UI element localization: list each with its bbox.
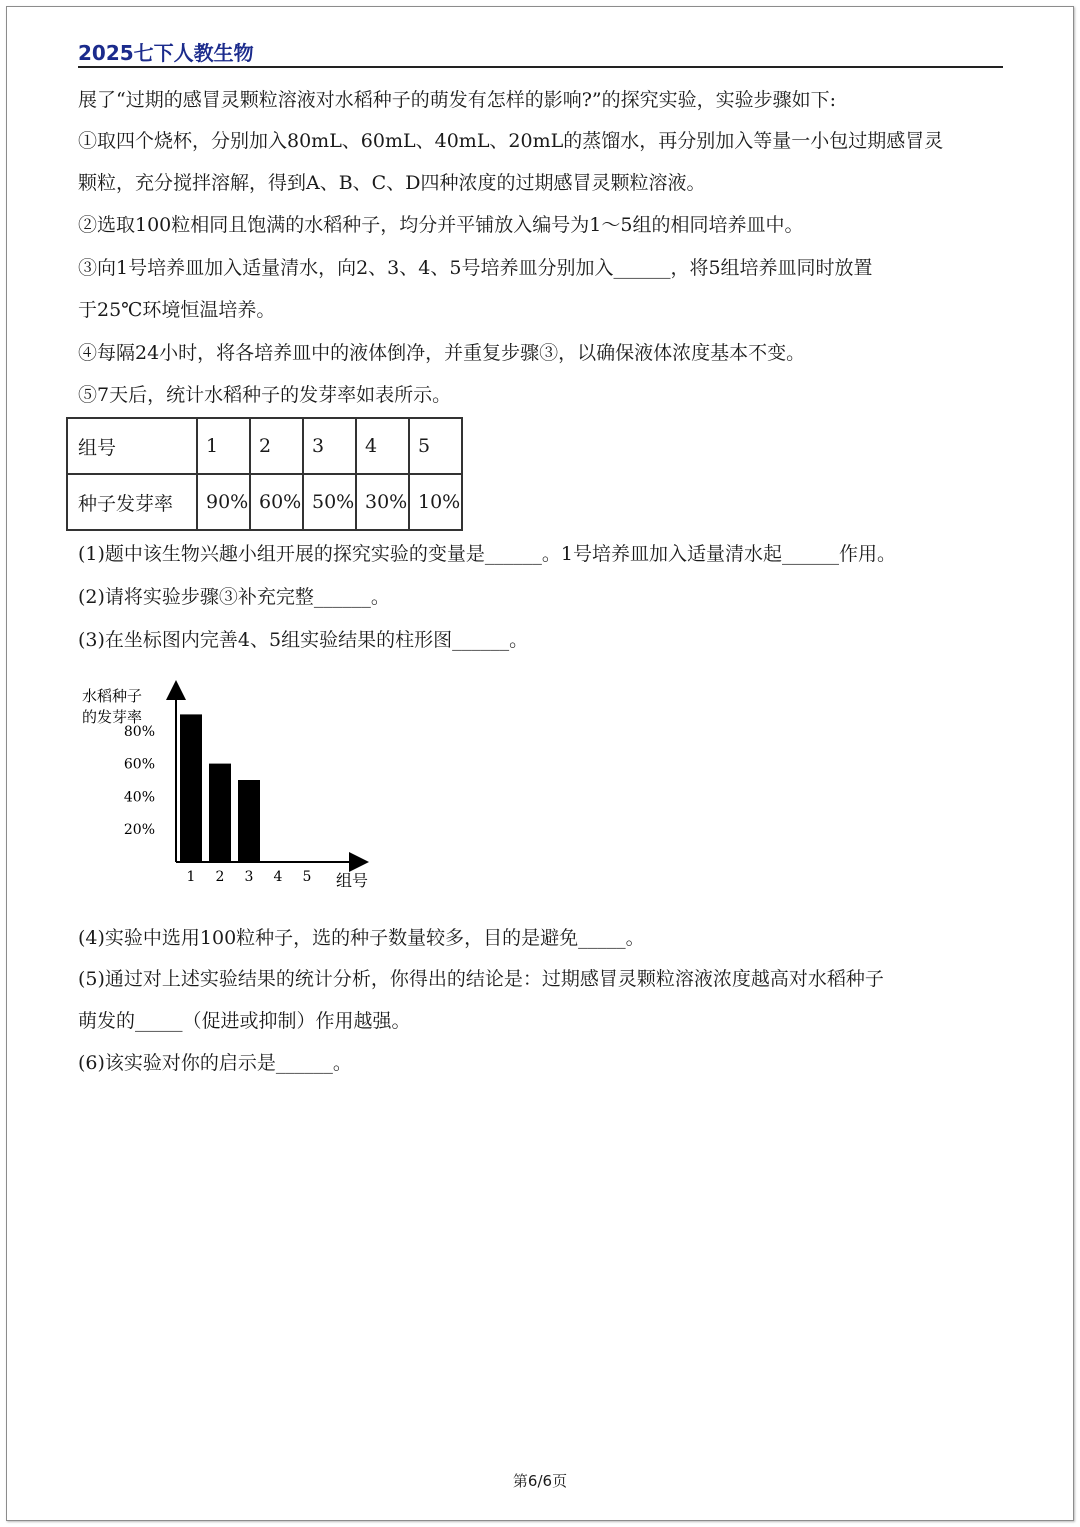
step-3-line: ③向1号培养皿加入适量清水，向2、3、4、5号培养皿分别加入______，将5组培养皿同时放置: [78, 257, 873, 279]
table-row: [67, 474, 462, 530]
table-row: [67, 418, 462, 474]
header-rule: [78, 66, 1003, 68]
y-tick-label: 20%: [123, 822, 155, 839]
table-cell: 60%: [250, 474, 303, 530]
step-4-line: ④每隔24小时，将各培养皿中的液体倒净，并重复步骤③，以确保液体浓度基本不变。: [78, 342, 806, 364]
table-cell: 90%: [197, 474, 250, 530]
table-header-rate: 种子发芽率: [67, 474, 197, 530]
step-1-line-cont: 颗粒，充分搅拌溶解，得到A、B、C、D四种浓度的过期感冒灵颗粒溶液。: [78, 172, 706, 194]
paragraph-line: 展了“过期的感冒灵颗粒溶液对水稻种子的萌发有怎样的影响?”的探究实验，实验步骤如下:: [78, 89, 837, 111]
header-title: 2025七下人教生物: [78, 41, 254, 65]
y-axis-label-line1: 水稻种子: [82, 687, 143, 705]
y-tick-label: 60%: [123, 756, 155, 773]
table-cell: 50%: [303, 474, 356, 530]
y-tick-label: 80%: [123, 723, 155, 740]
step-2-line: ②选取100粒相同且饱满的水稻种子，均分并平铺放入编号为1～5组的相同培养皿中。: [78, 214, 804, 236]
germination-table: [66, 417, 463, 531]
x-tick-label: 3: [244, 869, 254, 885]
germination-bar-chart: [76, 680, 376, 895]
step-1-line: ①取四个烧杯，分别加入80mL、60mL、40mL、20mL的蒸馏水，再分别加入等量一小包过期感冒灵: [78, 130, 944, 152]
question-3: (3)在坐标图内完善4、5组实验结果的柱形图______。: [78, 629, 529, 651]
bar-group-2: [209, 764, 231, 862]
page-number: 第6/6页: [512, 1472, 568, 1490]
table-cell: 30%: [356, 474, 409, 530]
table-cell: 5: [409, 418, 462, 474]
question-1: (1)题中该生物兴趣小组开展的探究实验的变量是______。1号培养皿加入适量清水起______作用。: [78, 543, 897, 565]
table-cell: 2: [250, 418, 303, 474]
x-tick-label: 4: [273, 869, 283, 885]
bar-group-1: [180, 714, 202, 862]
table-cell: 1: [197, 418, 250, 474]
table-cell: 3: [303, 418, 356, 474]
y-tick-label: 40%: [123, 789, 155, 806]
x-tick-label: 2: [215, 869, 225, 885]
table-cell: 4: [356, 418, 409, 474]
x-axis-label: 组号: [336, 871, 369, 890]
table-cell: 10%: [409, 474, 462, 530]
step-3-line-cont: 于25℃环境恒温培养。: [78, 299, 276, 321]
y-axis-label-line2: 的发芽率: [82, 708, 143, 726]
question-6: (6)该实验对你的启示是______。: [78, 1052, 352, 1074]
table-header-group: 组号: [67, 418, 197, 474]
x-tick-label: 1: [186, 869, 196, 885]
x-tick-label: 5: [302, 869, 312, 885]
step-5-line: ⑤7天后，统计水稻种子的发芽率如表所示。: [78, 384, 452, 406]
bar-group-3: [238, 780, 260, 862]
question-4: (4)实验中选用100粒种子，选的种子数量较多，目的是避免_____。: [78, 927, 645, 949]
question-5-cont: 萌发的_____（促进或抑制）作用越强。: [78, 1010, 411, 1032]
question-2: (2)请将实验步骤③补充完整______。: [78, 586, 390, 608]
question-5: (5)通过对上述实验结果的统计分析，你得出的结论是：过期感冒灵颗粒溶液浓度越高对水稻种子: [78, 968, 884, 990]
